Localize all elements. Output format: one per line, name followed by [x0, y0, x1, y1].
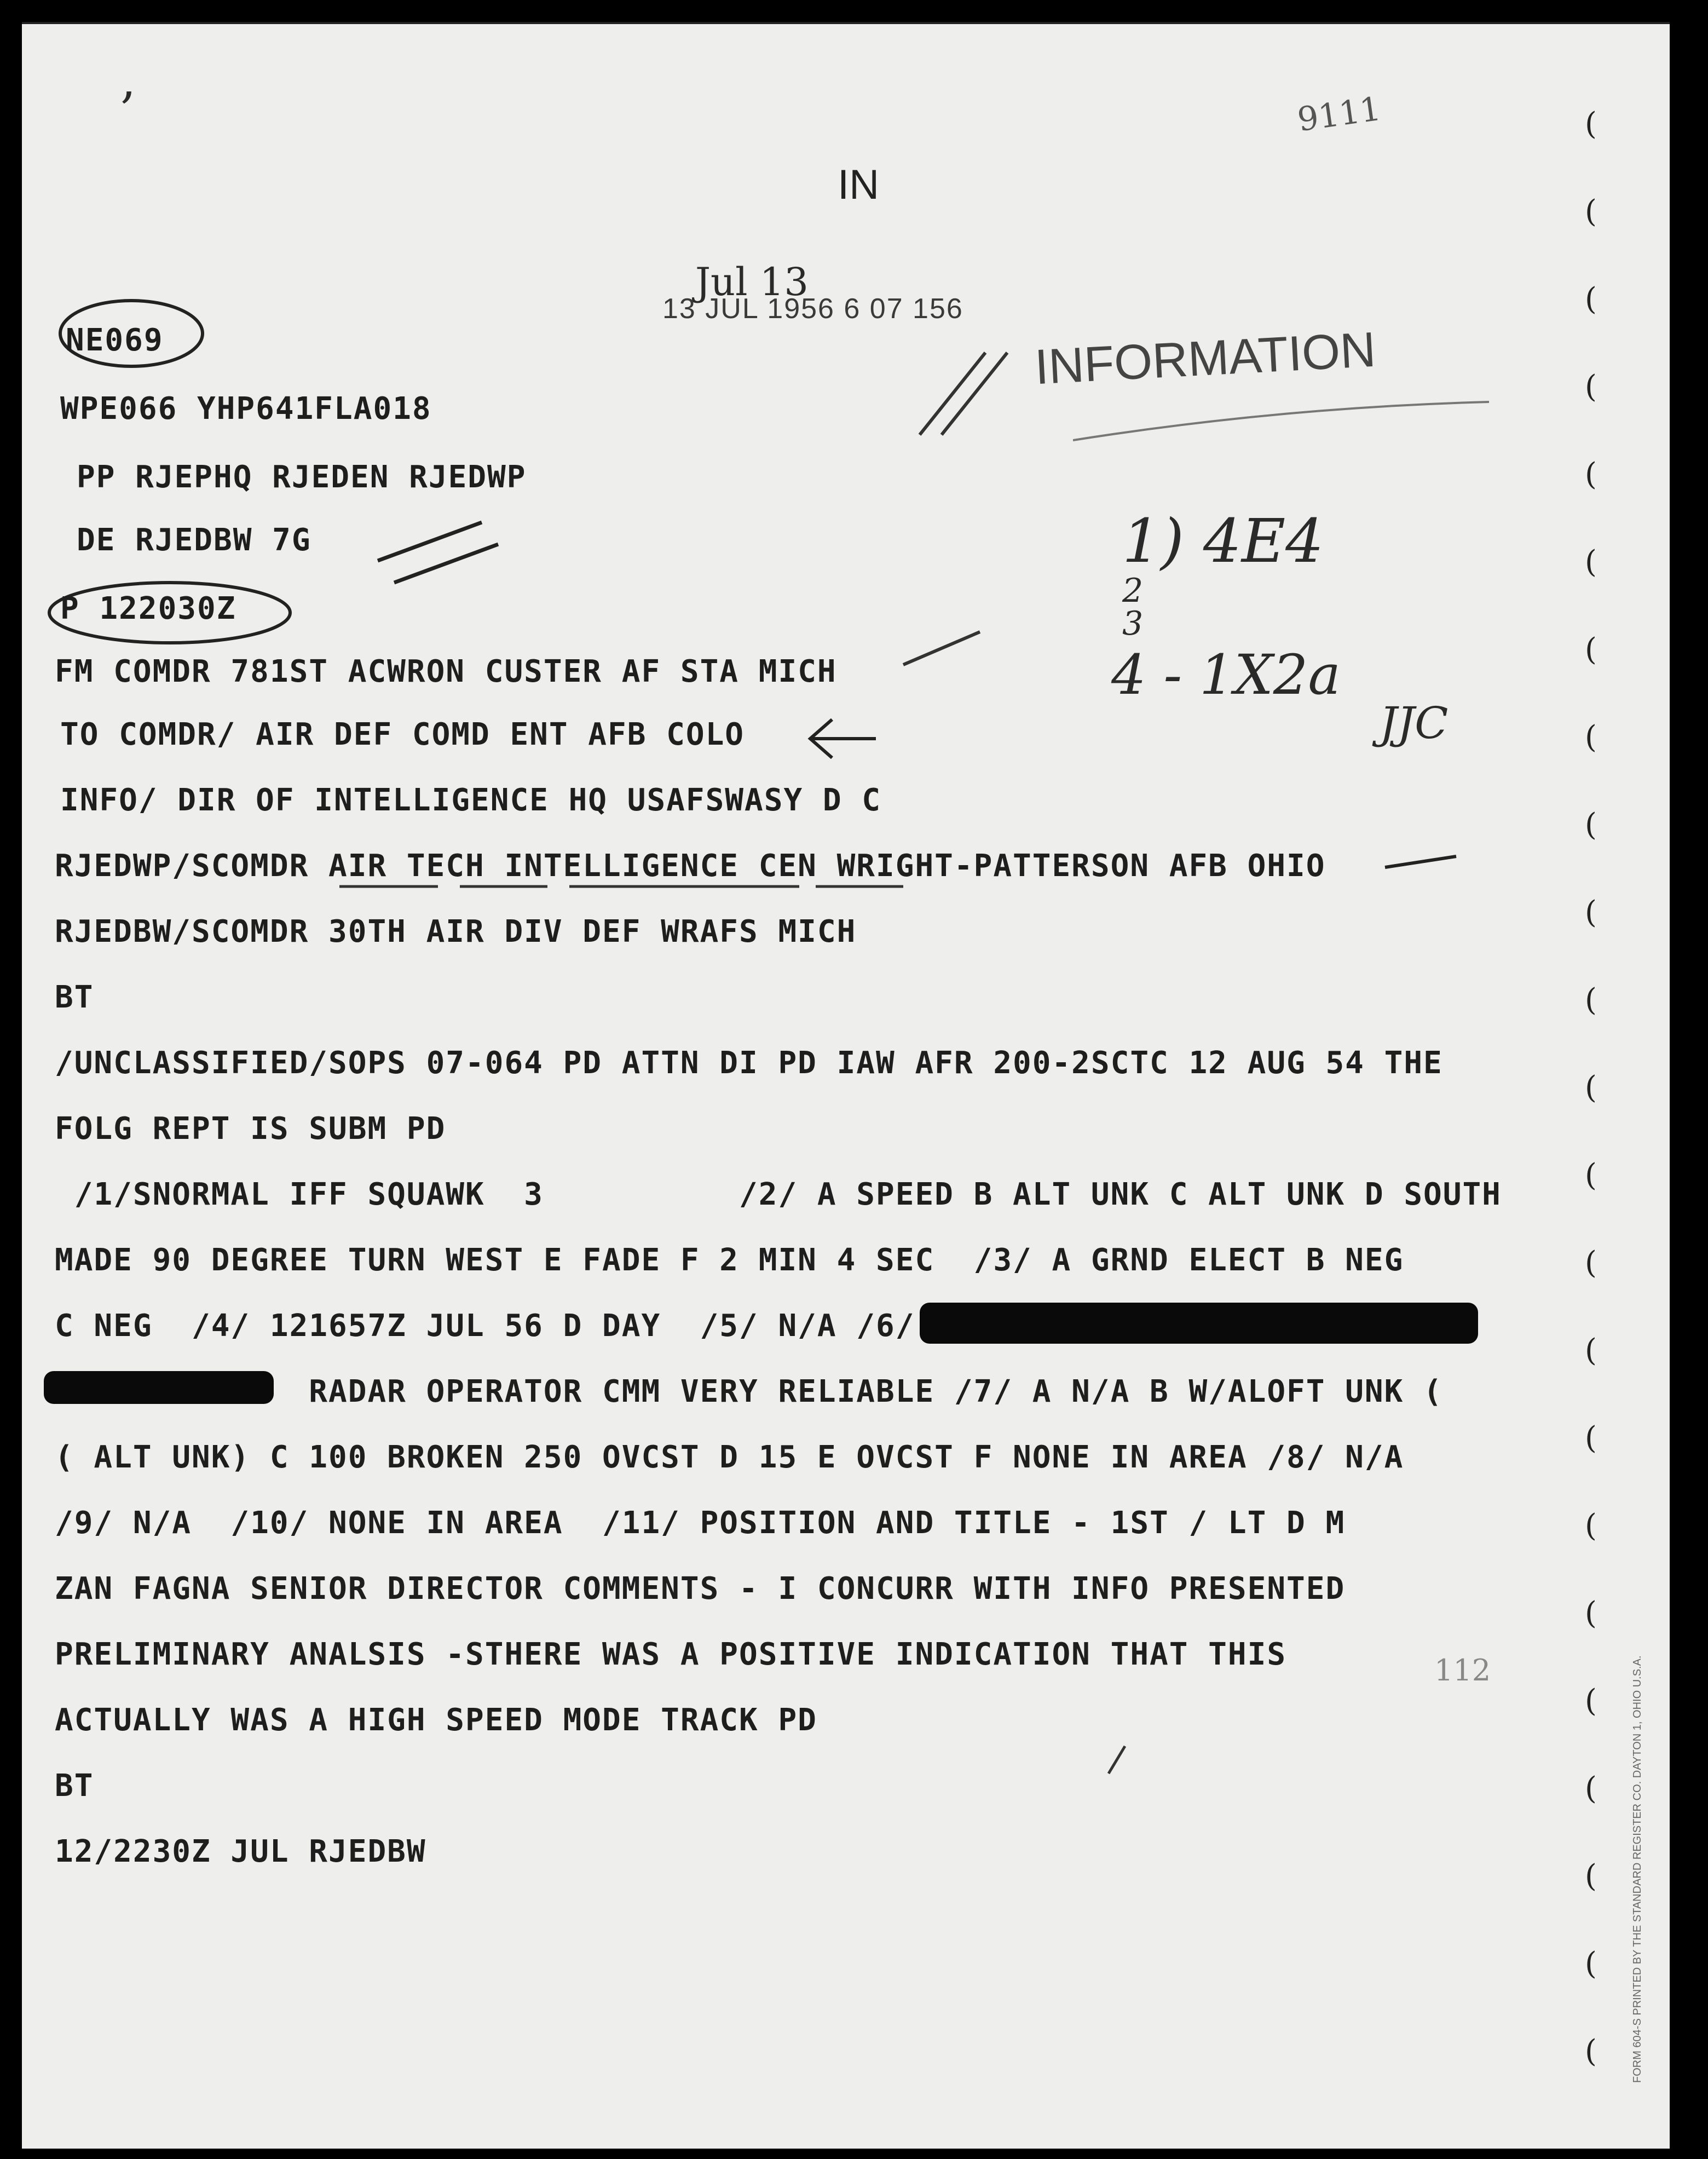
tractor-feed-hole: ( — [1585, 807, 1597, 843]
tractor-feed-hole: ( — [1585, 1683, 1597, 1719]
handwritten-routing-line2: 2 — [1122, 572, 1144, 610]
handwritten-routing-line4: 4 - 1X2a — [1111, 643, 1341, 707]
body-tick-mark — [1106, 1743, 1128, 1776]
body-line: PRELIMINARY ANALSIS -STHERE WAS A POSITIVE INDICATION THAT THIS — [55, 1637, 1287, 1672]
body-line: ZAN FAGNA SENIOR DIRECTOR COMMENTS - I CONCURR WITH INFO PRESENTED — [55, 1571, 1346, 1607]
corner-note: 9111 — [1295, 89, 1383, 140]
tractor-feed-hole: ( — [1585, 369, 1597, 405]
tractor-feed-hole: ( — [1585, 194, 1597, 229]
address-underlines — [334, 878, 909, 895]
tractor-feed-hole: ( — [1585, 632, 1597, 667]
body-line: ( ALT UNK) C 100 BROKEN 250 OVCST D 15 E OVCST F NONE IN AREA /8/ N/A — [55, 1440, 1404, 1475]
handwritten-arrow — [799, 711, 881, 766]
body-line: MADE 90 DEGREE TURN WEST E FADE F 2 MIN 4 SEC /3/ A GRND ELECT B NEG — [55, 1242, 1404, 1278]
address-line: FM COMDR 781ST ACWRON CUSTER AF STA MICH — [55, 654, 837, 689]
information-stamp: INFORMATION — [1033, 322, 1377, 395]
header-line: PP RJEPHQ RJEDEN RJEDWP — [77, 459, 527, 495]
tractor-feed-hole: ( — [1585, 457, 1597, 492]
body-line: RADAR OPERATOR CMM VERY RELIABLE /7/ A N/A B W/ALOFT UNK ( — [55, 1374, 1443, 1409]
message-break-close: BT — [55, 1768, 94, 1804]
handwritten-routing-line1: 1) 4E4 — [1122, 506, 1324, 576]
header-line: DE RJEDBW 7G — [77, 522, 311, 558]
tractor-feed-hole: ( — [1585, 281, 1597, 317]
corner-tick-mark: , — [120, 51, 136, 109]
address-line: RJEDWP/SCOMDR AIR TECH INTELLIGENCE CEN WRIGHT-PATTERSON AFB OHIO — [55, 848, 1326, 884]
handwritten-routing-line3: 3 — [1122, 604, 1144, 643]
body-line: FOLG REPT IS SUBM PD — [55, 1111, 446, 1147]
tractor-feed-hole: ( — [1585, 1771, 1597, 1806]
body-line: ACTUALLY WAS A HIGH SPEED MODE TRACK PD — [55, 1702, 817, 1738]
page-number-note: 112 — [1434, 1653, 1491, 1688]
header-line: P 122030Z — [60, 591, 236, 626]
information-stamp-underline — [1073, 396, 1489, 446]
tractor-feed-hole: ( — [1585, 2034, 1597, 2069]
tractor-feed-hole: ( — [1585, 1858, 1597, 1894]
form-margin-print: FORM 604-S PRINTED BY THE STANDARD REGISTER CO. DAYTON 1, OHIO U.S.A. — [1631, 1655, 1643, 2083]
time-stamp: 13 JUL 1956 6 07 156 — [662, 293, 963, 325]
routing-mark: IN — [838, 162, 879, 208]
address-line: TO COMDR/ AIR DEF COMD ENT AFB COLO — [60, 717, 745, 752]
teletype-message-sheet — [22, 22, 1670, 2149]
handwritten-initials: JJC — [1380, 698, 1449, 749]
header-double-slash-mark — [372, 517, 504, 588]
tractor-feed-hole: ( — [1585, 1420, 1597, 1456]
body-line: /1/SNORMAL IFF SQUAWK 3 /2/ A SPEED B ALT UNK C ALT UNK D SOUTH — [55, 1177, 1502, 1212]
tractor-feed-hole: ( — [1585, 1333, 1597, 1368]
tractor-feed-hole: ( — [1585, 719, 1597, 755]
body-line: /9/ N/A /10/ NONE IN AREA /11/ POSITION AND TITLE - 1ST / LT D M — [55, 1505, 1346, 1541]
date-stamp-slash-marks — [909, 331, 1018, 440]
tractor-feed-hole: ( — [1585, 1596, 1597, 1631]
address-line: INFO/ DIR OF INTELLIGENCE HQ USAFSWASY D C — [60, 782, 882, 818]
tractor-feed-hole: ( — [1585, 1245, 1597, 1281]
handwritten-tick-mark — [898, 626, 985, 670]
handwritten-date: Jul 13 — [695, 260, 809, 304]
tractor-feed-hole: ( — [1585, 982, 1597, 1018]
tractor-feed-hole: ( — [1585, 895, 1597, 930]
body-line: /UNCLASSIFIED/SOPS 07-064 PD ATTN DI PD IAW AFR 200-2SCTC 12 AUG 54 THE — [55, 1045, 1443, 1081]
header-line: WPE066 YHP641FLA018 — [60, 391, 432, 427]
message-break-open: BT — [55, 980, 94, 1015]
body-line: C NEG /4/ 121657Z JUL 56 D DAY /5/ N/A /6/ — [55, 1308, 915, 1344]
tractor-feed-hole: ( — [1585, 1070, 1597, 1106]
message-footer: 12/2230Z JUL RJEDBW — [55, 1834, 426, 1869]
tractor-feed-hole: ( — [1585, 1158, 1597, 1193]
address-line: RJEDBW/SCOMDR 30TH AIR DIV DEF WRAFS MICH — [55, 914, 857, 949]
redaction-bar — [920, 1303, 1478, 1344]
tractor-feed-hole: ( — [1585, 1508, 1597, 1544]
header-line: NE069 — [66, 323, 164, 358]
address-dash-mark — [1380, 845, 1462, 878]
tractor-feed-hole: ( — [1585, 1946, 1597, 1982]
tractor-feed-hole: ( — [1585, 544, 1597, 580]
tractor-feed-hole: ( — [1585, 106, 1597, 142]
